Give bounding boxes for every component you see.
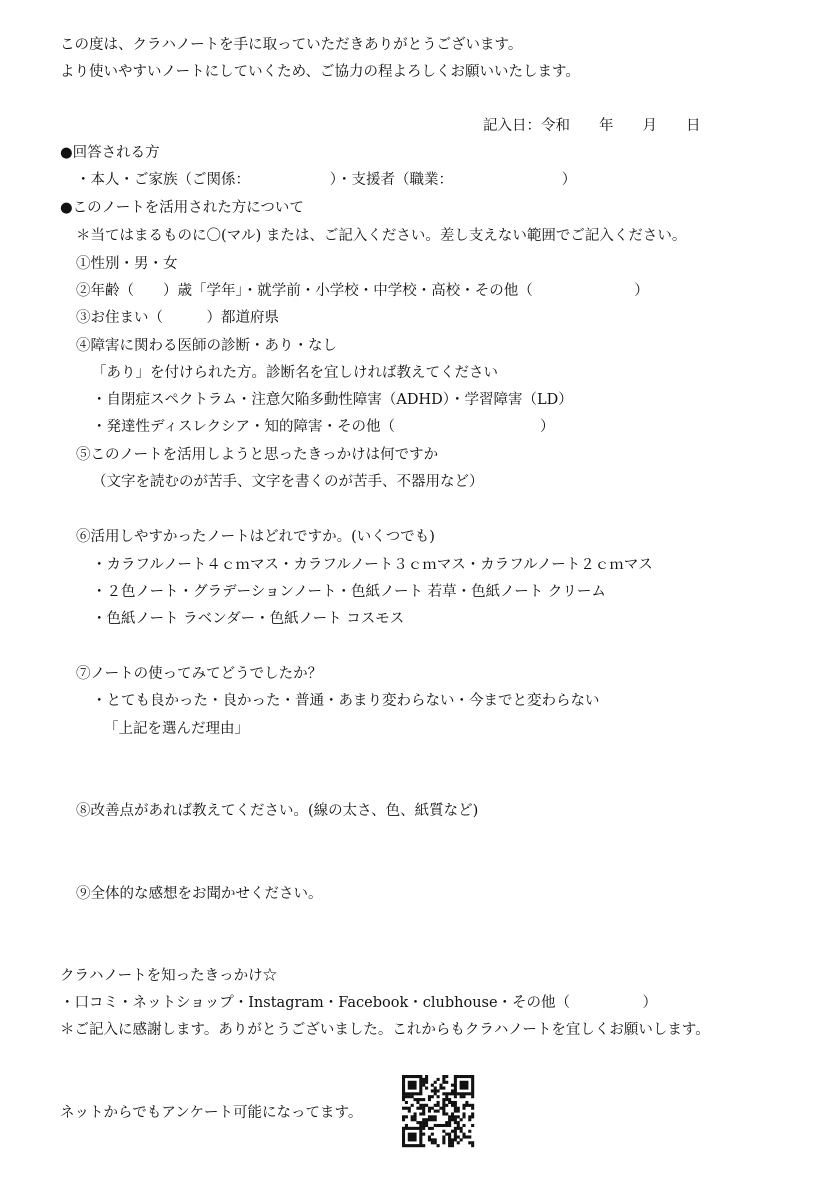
user-section-heading: ●このノートを活用された方について — [60, 200, 304, 216]
intro-line-1: この度は、クラハノートを手に取っていただきありがとうございます。 — [60, 37, 523, 53]
source-options: ・口コミ・ネットショップ・Instagram・Facebook・clubhouse・その他（ ） — [60, 995, 658, 1011]
question-motivation: ⑤このノートを活用しようと思ったきっかけは何ですか — [76, 447, 439, 463]
question-age: ②年齢（ ）歳「学年」・就学前・小学校・中学校・高校・その他（ ） — [76, 283, 649, 299]
question-gender: ①性別・男・女 — [76, 256, 178, 272]
question-notebooks: ⑥活用しやすかったノートはどれですか。(いくつでも) — [76, 529, 435, 545]
notebook-options-1: ・カラフルノート４ｃｍマス・カラフルノート３ｃｍマス・カラフルノート２ｃｍマス — [92, 557, 653, 573]
question-residence: ③お住まい（ ）都道府県 — [76, 310, 279, 326]
diagnosis-note: 「あり」を付けられた方。診断名を宜しければ教えてください — [92, 365, 498, 381]
user-section-note: ＊当てはまるものに〇(マル) または、ご記入ください。差し支えない範囲でご記入ください。 — [76, 228, 687, 244]
experience-options: ・とても良かった・良かった・普通・あまり変わらない・今までと変わらない — [92, 693, 600, 709]
online-survey-note: ネットからでもアンケート可能になってます。 — [60, 1105, 363, 1121]
respondent-heading: ●回答される方 — [60, 145, 160, 161]
diagnosis-options-2: ・発達性ディスレクシア・知的障害・その他（ ） — [92, 419, 555, 435]
intro-line-2: より使いやすいノートにしていくため、ご協力の程よろしくお願いいたします。 — [60, 64, 580, 80]
entry-date-line: 記入日：令和 年 月 日 — [483, 118, 701, 134]
respondent-line: ・本人・ご家族（ご関係： ）・支援者（職業： ） — [76, 172, 577, 188]
question-improvements: ⑧改善点があれば教えてください。(線の太さ、色、紙質など) — [76, 803, 479, 819]
question-diagnosis: ④障害に関わる医師の診断・あり・なし — [76, 338, 337, 354]
question-experience: ⑦ノートの使ってみてどうでしたか？ — [76, 666, 323, 682]
experience-reason: 「上記を選んだ理由」 — [104, 721, 249, 737]
qr-code-icon — [398, 1071, 478, 1151]
notebook-options-3: ・色紙ノート ラベンダー・色紙ノート コスモス — [92, 611, 405, 627]
motivation-example: （文字を読むのが苦手、文字を書くのが苦手、不器用など） — [92, 474, 484, 490]
thanks-line: ＊ご記入に感謝します。ありがとうございました。これからもクラハノートを宜しくお願いします。 — [60, 1022, 710, 1038]
source-heading: クラハノートを知ったきっかけ☆ — [60, 968, 278, 984]
notebook-options-2: ・２色ノート・グラデーションノート・色紙ノート 若草・色紙ノート クリーム — [92, 584, 606, 600]
diagnosis-options-1: ・自閉症スペクトラム・注意欠陥多動性障害（ADHD）・学習障害（LD） — [92, 392, 573, 408]
question-impressions: ⑨全体的な感想をお聞かせください。 — [76, 886, 323, 902]
